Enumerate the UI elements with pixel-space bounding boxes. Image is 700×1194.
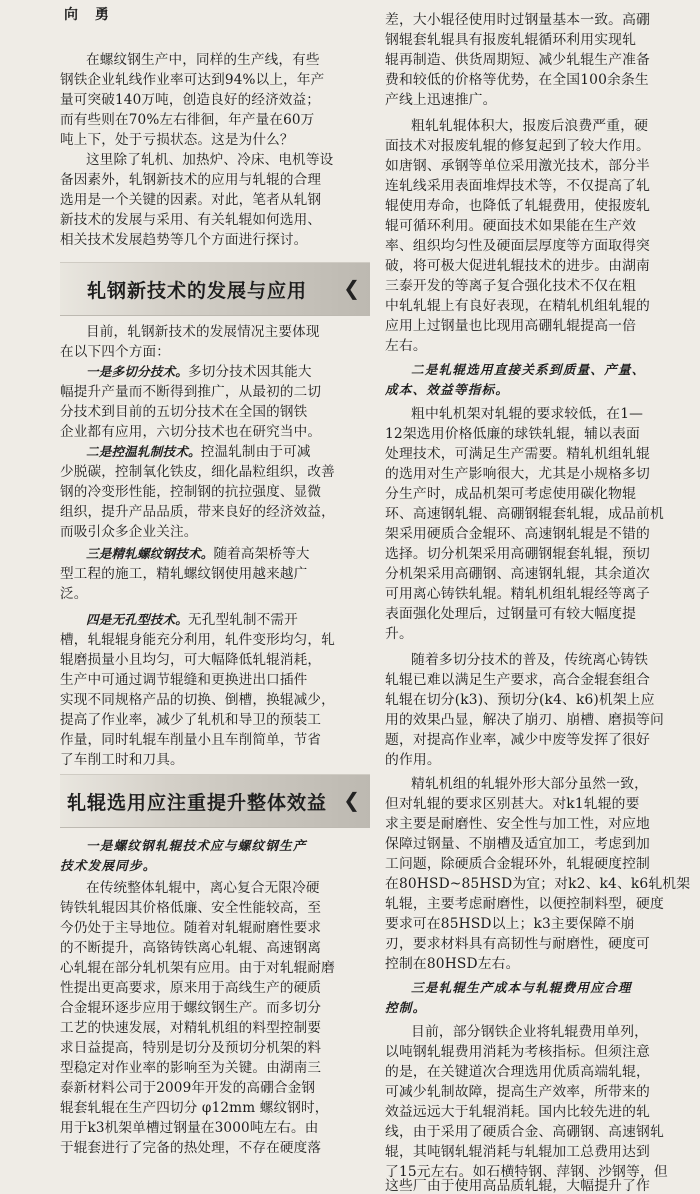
text-line: 工问题，除硬质合金辊环外，轧辊硬度控制 (385, 856, 650, 872)
text-line: 型工程的施工，精轧螺纹钢使用越来越广 (60, 566, 308, 582)
text-line: 于辊套进行了完备的热处理，不存在硬度落 (60, 1140, 322, 1156)
text-line: 选用是一个关键的因素。对此，笔者从轧钢 (60, 192, 322, 208)
text-line: 而吸引众多企业关注。 (60, 524, 198, 540)
text-line: 的作用。 (385, 752, 441, 768)
text-line: 备因素外，轧钢新技术的应用与轧辊的合理 (60, 172, 322, 188)
subheading: 成本、效益等指标。 (385, 382, 510, 397)
text-line: 题，对提高作业率，减少中废等发挥了很好 (385, 732, 650, 748)
text-line: 辊可循环利用。硬面技术如果能在生产效 (385, 218, 637, 234)
subheading: 二是轧辊选用直接关系到质量、产量、 (411, 362, 646, 377)
text-line: 一是多切分技术。多切分技术因其能大 (86, 364, 312, 380)
text-line: 今仍处于主导地位。随着对轧辊耐磨性要求 (60, 920, 322, 936)
text-line: 泰新材料公司于2009年开发的高硼合金钢 (60, 1080, 316, 1096)
text-line: 线，由于采用了硬质合金、高硼钢、高速钢轧 (385, 1124, 664, 1140)
text-line: 幅提升产量而不断得到推广，从最初的二切 (60, 384, 322, 400)
text-line: 合金辊环逐步应用于螺纹钢生产。而多切分 (60, 1000, 322, 1016)
text-line: 率、组织均匀性及硬面层厚度等方面取得突 (385, 238, 650, 254)
text-line: 这里除了轧机、加热炉、冷床、电机等设 (86, 152, 334, 168)
text-line: 目前，部分钢铁企业将轧辊费用单列， (411, 1024, 649, 1040)
text-line: 四是无孔型技术。无孔型轧制不需开 (86, 612, 298, 628)
text-line: 要求可在85HSD以上；k3主要保障不崩 (385, 916, 635, 932)
text-line: 以吨钢轧辊费用消耗为考核指标。但须注意 (385, 1044, 650, 1060)
emphasis-label: 二是控温轧制技术。 (86, 444, 201, 459)
text-line: 刃，要求材料具有高韧性与耐磨性，硬度可 (385, 936, 650, 952)
subheading: 一是螺纹钢轧辊技术应与螺纹钢生产 (86, 838, 307, 853)
section-title: 轧辊选用应注重提升整体效益 (66, 792, 327, 814)
text-line: 钢铁企业轧线作业率可达到94%以上，年产 (60, 72, 325, 88)
text-line: 升。 (385, 626, 413, 642)
text-line: 但对轧辊的要求区别甚大。对k1轧辊的要 (385, 796, 640, 812)
subheading: 三是轧辊生产成本与轧辊费用应合理 (411, 980, 632, 995)
text-line: 相关技术发展趋势等几个方面进行探讨。 (60, 232, 308, 248)
text-line: 处理技术，可满足生产需要。精轧机组轧辊 (385, 446, 650, 462)
subheading: 技术发展同步。 (60, 858, 157, 873)
text-line: 用于k3机架单槽过钢量在3000吨左右。由 (60, 1120, 319, 1136)
text-line: 架采用硬质合金辊环、高速钢轧辊是不错的 (385, 526, 650, 542)
text-line: 效益远远大于轧辊消耗。国内比较先进的轧 (385, 1104, 650, 1120)
text-line: 辊再制造、供货周期短、减少轧辊生产准备 (385, 52, 650, 68)
text-line: 槽，轧辊辊身能充分利用，轧件变形均匀，轧 (60, 632, 335, 648)
text-line: 破，将可极大促进轧辊技术的进步。由湖南 (385, 258, 650, 274)
chevron-left-icon: ❮ (343, 788, 360, 812)
text-line: 用的效果凸显，解决了崩刃、崩槽、磨损等问 (385, 712, 664, 728)
text-line: 中轧轧辊上有良好表现，在精轧机组轧辊的 (385, 298, 650, 314)
text-line: 型稳定对作业率的影响至为关键。由湖南三 (60, 1060, 322, 1076)
text-line: 控制在80HSD左右。 (385, 956, 520, 972)
text-line: 环、高速钢轧辊、高硼钢辊套轧辊，成品前机 (385, 506, 664, 522)
text-line: 辊使用寿命，也降低了轧辊费用，使报废轧 (385, 198, 650, 214)
emphasis-label: 一是多切分技术。 (86, 364, 188, 379)
emphasis-label: 四是无孔型技术。 (86, 612, 188, 627)
text-line: 粗中轧机架对轧辊的要求较低，在1— (411, 406, 644, 422)
text-line: 目前，轧钢新技术的发展情况主要体现 (86, 324, 320, 340)
text-line: 在传统整体轧辊中，离心复合无限冷硬 (86, 880, 320, 896)
text-line: 性提出更高要求，原来用于高线生产的硬质 (60, 980, 322, 996)
text-line: 分技术到目前的五切分技术在全国的钢铁 (60, 404, 308, 420)
text-line: 面技术对报废轧辊的修复起到了较大作用。 (385, 138, 650, 154)
text-line: 二是控温轧制技术。控温轧制由于可减 (86, 444, 311, 460)
text-line: 随着多切分技术的普及，传统离心铸铁 (411, 652, 649, 668)
text-line: 而有些则在70%左右徘徊，年产量在60万 (60, 112, 315, 128)
text-line: 三泰开发的等离子复合强化技术不仅在粗 (385, 278, 637, 294)
text-line: 作量，同时轧辊车削量小且车削简单，节省 (60, 732, 322, 748)
text-line: 了车削工时和刀具。 (60, 752, 184, 768)
text-line: 产线上迅速推广。 (385, 92, 497, 108)
text-line: 求主要是耐磨性、安全性与加工性，对应地 (385, 816, 650, 832)
text-line: 可减少轧制故障，提高生产效率，所带来的 (385, 1084, 650, 1100)
text-line: 这些厂由于使用高品质轧辊，大幅提升了作 (385, 1178, 650, 1194)
text-line: 吨上下，处于亏损状态。这是为什么？ (60, 132, 294, 148)
section-banner (60, 774, 370, 828)
text-line: 在80HSD~85HSD为宜；对k2、k4、k6轧机架 (385, 876, 691, 892)
text-line: 了15元左右。如石横特钢、萍钢、沙钢等，但 (385, 1164, 668, 1180)
text-line: 三是精轧螺纹钢技术。随着高架桥等大 (86, 546, 310, 562)
text-line: 在以下四个方面： (60, 344, 170, 360)
text-line: 选择。切分机架采用高硼钢辊套轧辊，预切 (385, 546, 650, 562)
text-line: 轧辊已难以满足生产要求，高合金辊套组合 (385, 672, 650, 688)
text-line: 钢辊套轧辊具有报废轧辊循环利用实现轧 (385, 32, 637, 48)
text-line: 少脱碳，控制氧化铁皮，细化晶粒组织，改善 (60, 464, 335, 480)
emphasis-label: 三是精轧螺纹钢技术。 (86, 546, 214, 561)
text-line: 铸铁轧辊因其价格低廉、安全性能较高，至 (60, 900, 322, 916)
text-line: 的不断提升，高铬铸铁离心轧辊、高速钢离 (60, 940, 322, 956)
text-line: 保障过钢量、不崩槽及适宜加工，考虑到加 (385, 836, 650, 852)
text-line: 粗轧轧辊体积大，报废后浪费严重，硬 (411, 118, 649, 134)
text-line: 差，大小辊径使用时过钢量基本一致。高硼 (385, 12, 650, 28)
text-line: 连轧线采用表面堆焊技术等，不仅提高了轧 (385, 178, 650, 194)
text-line: 分生产时，成品机架可考虑使用碳化物辊 (385, 486, 637, 502)
text-line: 组织，提升产品品质，带来良好的经济效益， (60, 504, 335, 520)
text-line: 辊套轧辊在生产四切分 φ12mm 螺纹钢时， (60, 1100, 329, 1116)
text-line: 心轧辊在部分轧机架有应用。由于对轧辊耐磨 (60, 960, 335, 976)
text-line: 分机架采用高硼钢、高速钢轧辊，其余道次 (385, 566, 650, 582)
text-line: 辊，其吨钢轧辊消耗与轧辊加工总费用达到 (385, 1144, 650, 1160)
text-line: 生产中可通过调节辊缝和更换进出口插件 (60, 672, 308, 688)
text-line: 提高了作业率，减少了轧机和导卫的预装工 (60, 712, 322, 728)
text-line: 求日益提高，特别是切分及预切分机架的料 (60, 1040, 322, 1056)
text-line: 在螺纹钢生产中，同样的生产线，有些 (86, 52, 320, 68)
text-line: 企业都有应用，六切分技术也在研究当中。 (60, 424, 322, 440)
text-line: 的选用对生产影响很大，尤其是小规格多切 (385, 466, 650, 482)
text-line: 新技术的发展与采用、有关轧辊如何选用、 (60, 212, 322, 228)
text-line: 实现不同规格产品的切换、倒槽，换辊减少， (60, 692, 335, 708)
text-line: 钢的冷变形性能，控制钢的抗拉强度、显微 (60, 484, 322, 500)
chevron-left-icon: ❮ (343, 276, 360, 300)
text-line: 费和较低的价格等优势，在全国100余条生 (385, 72, 649, 88)
section-banner (60, 262, 370, 316)
text-line: 泛。 (60, 586, 88, 602)
text-line: 轧辊在切分(k3)、预切分(k4、k6)机架上应 (385, 692, 655, 708)
text-line: 精轧机组的轧辊外形大部分虽然一致， (411, 776, 649, 792)
text-line: 可用离心铸铁轧辊。精轧机组轧辊经等离子 (385, 586, 650, 602)
text-line: 如唐钢、承钢等单位采用激光技术，部分半 (385, 158, 650, 174)
text-line: 表面强化处理后，过钢量可有较大幅度提 (385, 606, 637, 622)
text-line: 左右。 (385, 338, 427, 354)
text-line: 的是，在关键道次合理选用优质高端轧辊， (385, 1064, 650, 1080)
text-line: 量可突破140万吨，创造良好的经济效益； (60, 92, 321, 108)
text-line: 辊磨损量小且均匀，可大幅降低轧辊消耗， (60, 652, 322, 668)
subheading: 控制。 (385, 1000, 427, 1015)
text-line: 工艺的快速发展，对精轧机组的料型控制要 (60, 1020, 322, 1036)
text-line: 轧辊，主要考虑耐磨性，以便控制料型，硬度 (385, 896, 664, 912)
section-title: 轧钢新技术的发展与应用 (86, 280, 307, 302)
author-name: 向 勇 (64, 7, 115, 23)
text-line: 12架选用价格低廉的球铁轧辊，辅以表面 (385, 426, 640, 442)
text-line: 应用上过钢量也比现用高硼轧辊提高一倍 (385, 318, 637, 334)
